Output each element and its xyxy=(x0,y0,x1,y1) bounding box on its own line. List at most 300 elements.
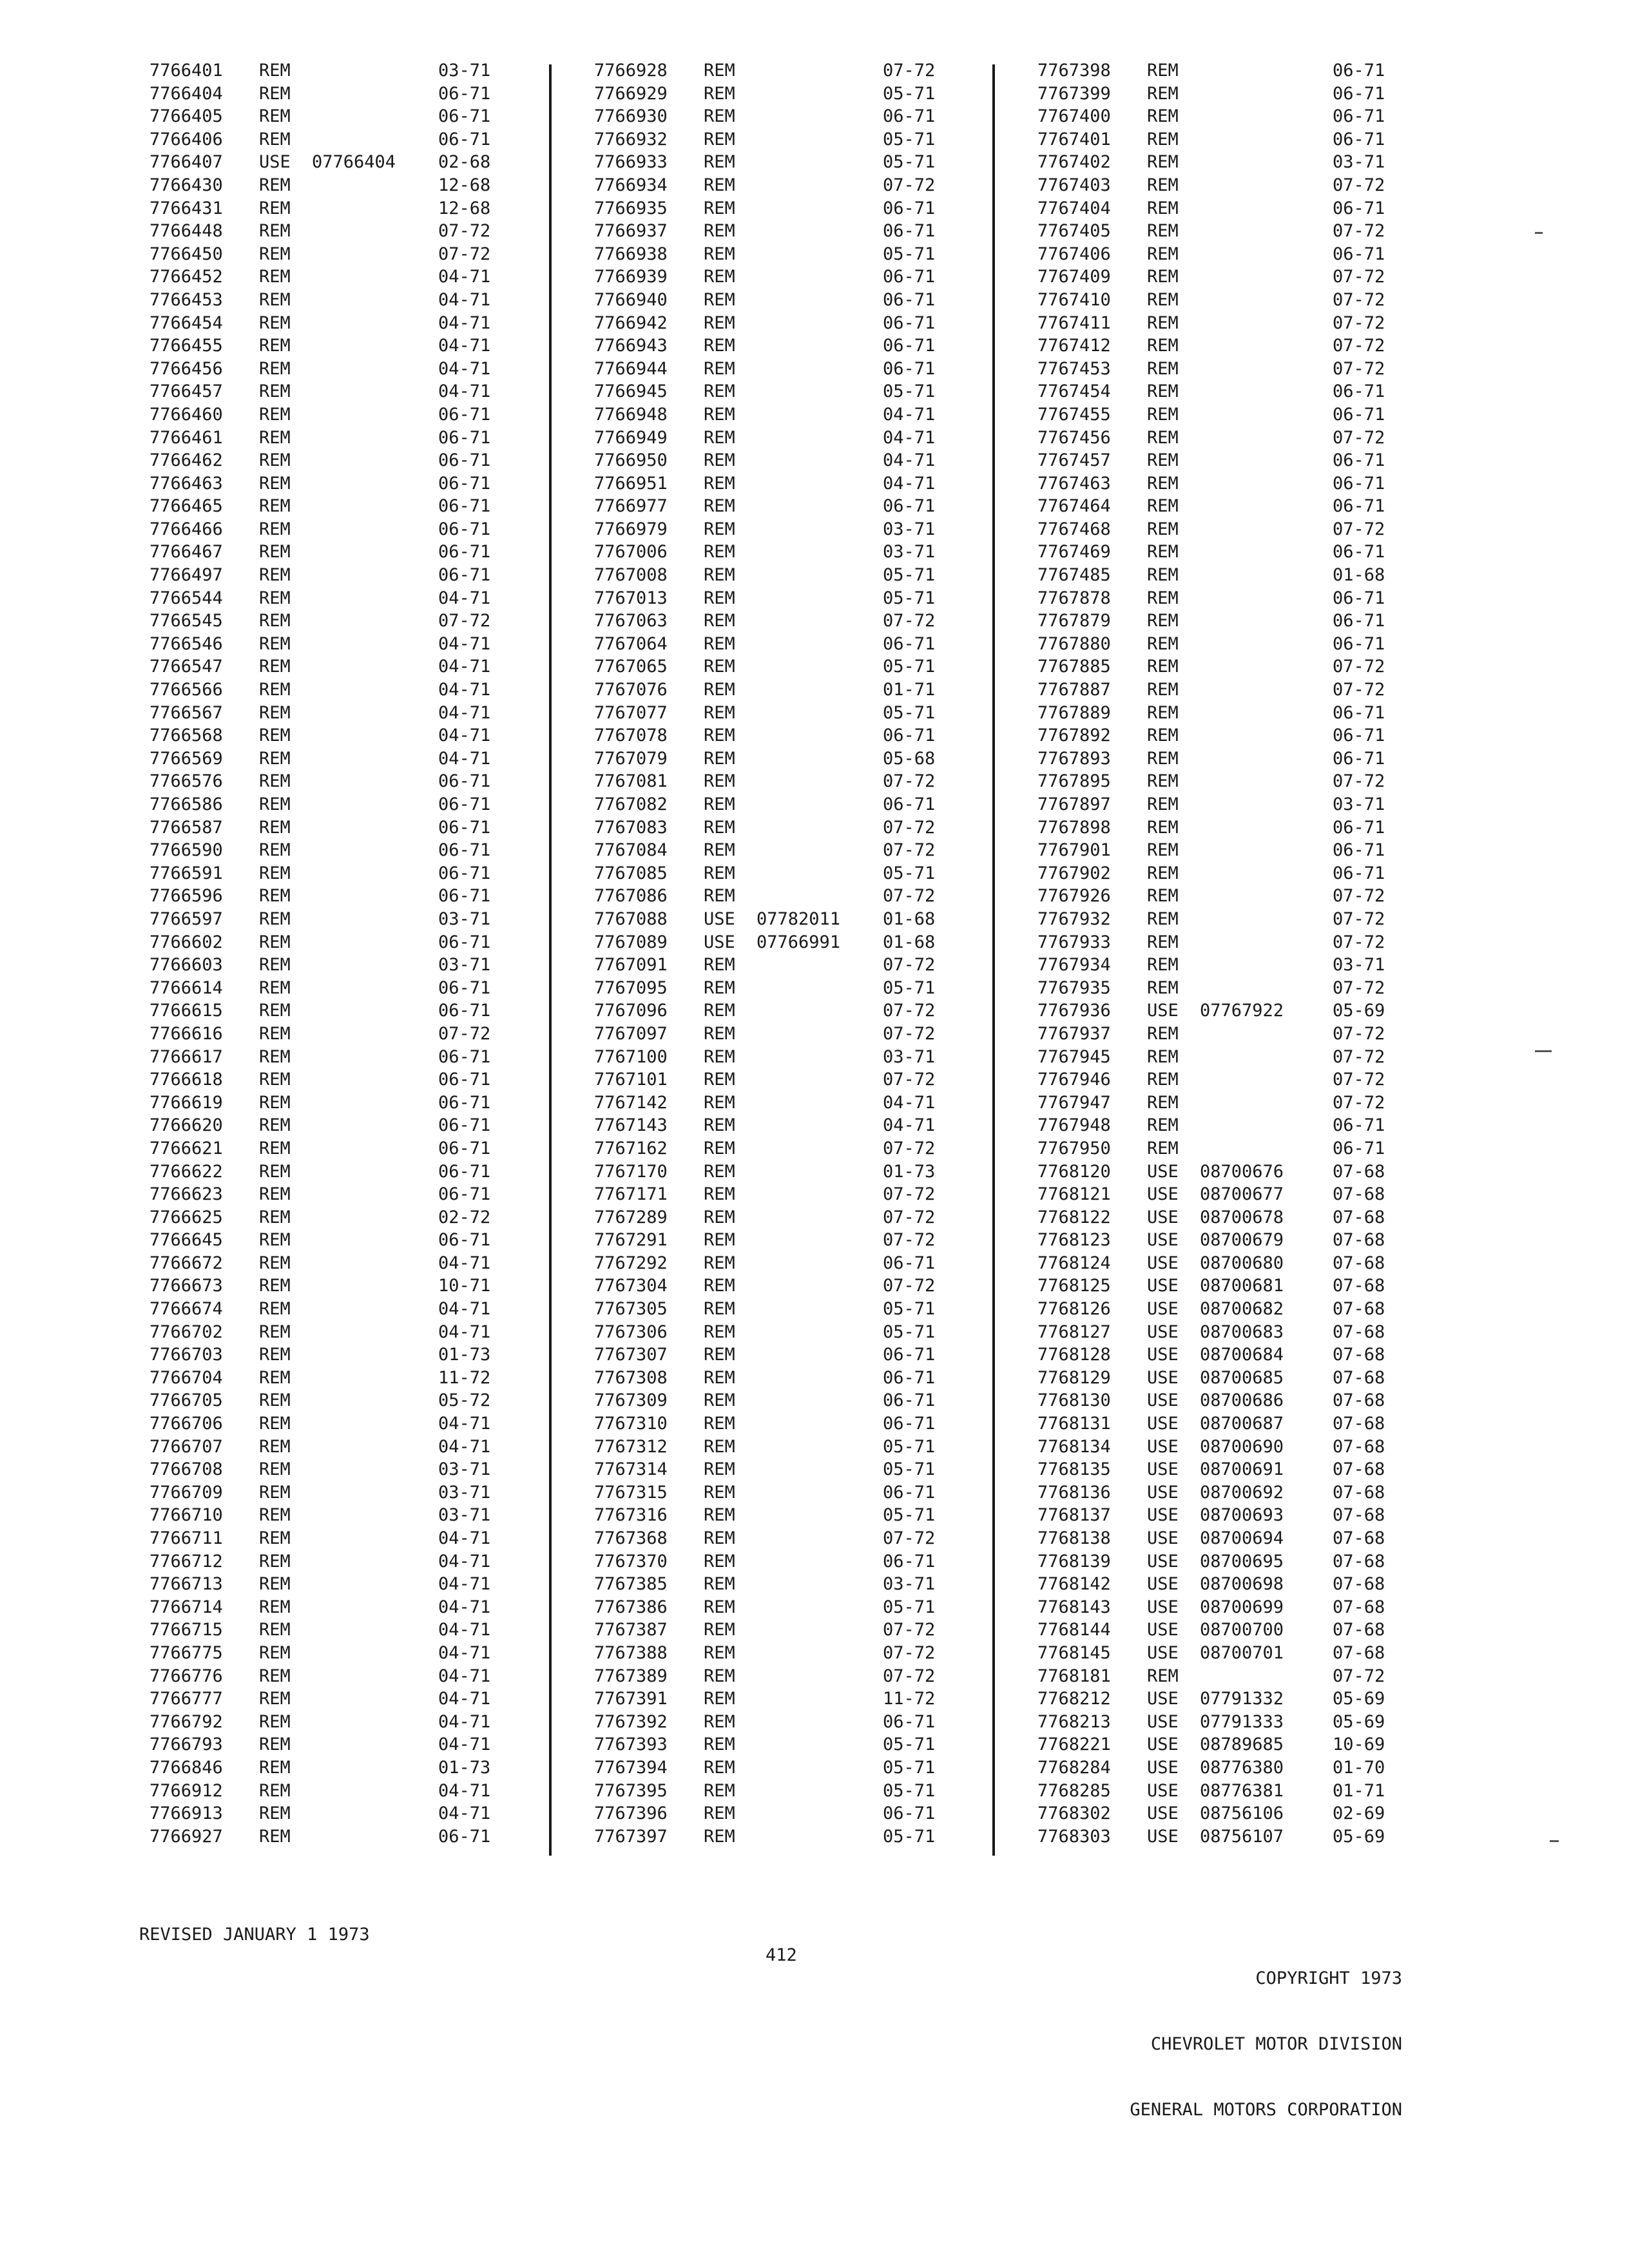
part-number: 7767393 xyxy=(594,1735,668,1755)
replacement-part-number: 08776380 xyxy=(1200,1757,1284,1778)
part-status: REM xyxy=(259,1070,291,1090)
part-status: REM xyxy=(704,381,735,402)
effective-date: 04-71 xyxy=(438,657,491,677)
part-number: 7766544 xyxy=(149,588,223,608)
part-status: REM xyxy=(1147,955,1179,975)
part-number: 7767089 xyxy=(594,932,668,952)
part-status: REM xyxy=(704,1390,735,1411)
effective-date: 04-71 xyxy=(438,1528,491,1548)
part-number: 7766463 xyxy=(149,473,223,494)
part-number: 7766927 xyxy=(149,1826,223,1847)
effective-date: 07-68 xyxy=(1333,1184,1385,1205)
effective-date: 01-71 xyxy=(1333,1780,1385,1801)
part-number: 7767879 xyxy=(1037,611,1111,631)
part-number: 7767097 xyxy=(594,1023,668,1044)
effective-date: 04-71 xyxy=(438,381,491,402)
effective-date: 07-72 xyxy=(883,61,936,81)
part-status: REM xyxy=(259,1184,291,1205)
replacement-part-number: 08700676 xyxy=(1200,1161,1284,1182)
part-status: REM xyxy=(704,1414,735,1434)
replacement-part-number: 08756106 xyxy=(1200,1803,1284,1824)
part-number: 7766457 xyxy=(149,381,223,402)
replacement-part-number: 08789685 xyxy=(1200,1735,1284,1755)
effective-date: 06-71 xyxy=(1333,817,1385,838)
replacement-part-number: 07791333 xyxy=(1200,1711,1284,1732)
part-number: 7766545 xyxy=(149,611,223,631)
effective-date: 06-71 xyxy=(883,633,936,654)
effective-date: 07-68 xyxy=(1333,1321,1385,1342)
effective-date: 06-71 xyxy=(1333,702,1385,723)
part-status: REM xyxy=(259,1001,291,1021)
part-status: REM xyxy=(259,336,291,356)
effective-date: 06-71 xyxy=(883,1345,936,1365)
part-number: 7766454 xyxy=(149,312,223,333)
part-status: USE xyxy=(1147,1574,1179,1595)
effective-date: 06-71 xyxy=(438,840,491,861)
effective-date: 07-72 xyxy=(1333,175,1385,195)
margin-mark xyxy=(1535,1050,1552,1052)
part-status: REM xyxy=(704,1597,735,1617)
part-status: REM xyxy=(704,1620,735,1640)
part-number: 7766935 xyxy=(594,198,668,218)
effective-date: 06-71 xyxy=(1333,840,1385,861)
part-number: 7766711 xyxy=(149,1528,223,1548)
replacement-part-number: 08700686 xyxy=(1200,1390,1284,1411)
part-status: REM xyxy=(1147,427,1179,448)
part-number: 7766940 xyxy=(594,289,668,310)
part-status: REM xyxy=(259,519,291,539)
part-status: REM xyxy=(259,633,291,654)
part-status: REM xyxy=(259,1482,291,1503)
copyright-corporation: GENERAL MOTORS CORPORATION xyxy=(1130,2100,1402,2120)
part-status: REM xyxy=(259,1138,291,1158)
part-status: REM xyxy=(704,404,735,425)
effective-date: 07-72 xyxy=(1333,908,1385,929)
part-number: 7767485 xyxy=(1037,565,1111,586)
part-status: REM xyxy=(704,1184,735,1205)
part-number: 7766591 xyxy=(149,863,223,883)
effective-date: 04-71 xyxy=(438,289,491,310)
part-number: 7767013 xyxy=(594,588,668,608)
part-status: REM xyxy=(704,1574,735,1595)
effective-date: 07-68 xyxy=(1333,1482,1385,1503)
effective-date: 07-72 xyxy=(883,1620,936,1640)
part-status: REM xyxy=(1147,519,1179,539)
part-status: REM xyxy=(1147,129,1179,149)
replacement-part-number: 08700700 xyxy=(1200,1620,1284,1640)
part-number: 7766977 xyxy=(594,496,668,517)
part-number: 7766846 xyxy=(149,1757,223,1778)
part-status: REM xyxy=(1147,863,1179,883)
column-divider xyxy=(549,64,552,1856)
effective-date: 04-71 xyxy=(883,1115,936,1136)
effective-date: 07-72 xyxy=(1333,1092,1385,1113)
part-status: REM xyxy=(1147,473,1179,494)
part-number: 7766708 xyxy=(149,1459,223,1480)
part-status: REM xyxy=(259,748,291,769)
part-status: REM xyxy=(259,1574,291,1595)
part-number: 7767389 xyxy=(594,1666,668,1686)
part-status: USE xyxy=(1147,1230,1179,1251)
part-number: 7766596 xyxy=(149,886,223,907)
part-status: REM xyxy=(259,794,291,814)
part-status: REM xyxy=(259,1321,291,1342)
part-status: REM xyxy=(1147,1023,1179,1044)
part-number: 7768144 xyxy=(1037,1620,1111,1640)
part-number: 7768142 xyxy=(1037,1574,1111,1595)
part-number: 7767880 xyxy=(1037,633,1111,654)
part-number: 7767307 xyxy=(594,1345,668,1365)
part-status: REM xyxy=(1147,748,1179,769)
effective-date: 07-68 xyxy=(1333,1161,1385,1182)
part-number: 7766616 xyxy=(149,1023,223,1044)
copyright-line: COPYRIGHT 1973 xyxy=(1255,1968,1402,1988)
part-status: REM xyxy=(259,1276,291,1296)
effective-date: 07-72 xyxy=(883,817,936,838)
part-number: 7767932 xyxy=(1037,908,1111,929)
part-number: 7766702 xyxy=(149,1321,223,1342)
part-number: 7766623 xyxy=(149,1184,223,1205)
part-number: 7767399 xyxy=(1037,83,1111,104)
effective-date: 01-68 xyxy=(883,932,936,952)
replacement-part-number: 08700699 xyxy=(1200,1597,1284,1617)
part-status: REM xyxy=(704,1321,735,1342)
effective-date: 04-71 xyxy=(438,680,491,700)
part-status: REM xyxy=(704,1642,735,1663)
part-number: 7767368 xyxy=(594,1528,668,1548)
part-number: 7766938 xyxy=(594,244,668,264)
part-status: REM xyxy=(259,1345,291,1365)
effective-date: 06-71 xyxy=(438,542,491,562)
effective-date: 06-71 xyxy=(883,267,936,287)
part-status: USE xyxy=(1147,1735,1179,1755)
replacement-part-number: 08700682 xyxy=(1200,1299,1284,1320)
part-number: 7767305 xyxy=(594,1299,668,1320)
part-number: 7766913 xyxy=(149,1803,223,1824)
effective-date: 05-71 xyxy=(883,83,936,104)
part-number: 7767455 xyxy=(1037,404,1111,425)
part-number: 7766405 xyxy=(149,106,223,127)
part-number: 7767385 xyxy=(594,1574,668,1595)
effective-date: 07-72 xyxy=(883,175,936,195)
part-status: REM xyxy=(704,657,735,677)
part-status: REM xyxy=(1147,289,1179,310)
part-status: REM xyxy=(704,1253,735,1273)
effective-date: 06-71 xyxy=(438,427,491,448)
part-number: 7767084 xyxy=(594,840,668,861)
part-status: REM xyxy=(704,1046,735,1067)
part-status: REM xyxy=(704,771,735,792)
part-number: 7766625 xyxy=(149,1207,223,1227)
effective-date: 04-71 xyxy=(438,1642,491,1663)
part-number: 7766467 xyxy=(149,542,223,562)
part-status: REM xyxy=(259,221,291,242)
effective-date: 07-72 xyxy=(883,886,936,907)
effective-date: 07-72 xyxy=(438,221,491,242)
part-number: 7767901 xyxy=(1037,840,1111,861)
part-status: USE xyxy=(1147,1780,1179,1801)
part-number: 7767947 xyxy=(1037,1092,1111,1113)
part-number: 7767948 xyxy=(1037,1115,1111,1136)
part-number: 7767063 xyxy=(594,611,668,631)
part-status: REM xyxy=(704,152,735,173)
part-number: 7767946 xyxy=(1037,1070,1111,1090)
part-status: REM xyxy=(704,1207,735,1227)
effective-date: 07-72 xyxy=(1333,1046,1385,1067)
part-number: 7767391 xyxy=(594,1689,668,1709)
effective-date: 06-71 xyxy=(1333,106,1385,127)
effective-date: 04-71 xyxy=(883,404,936,425)
part-status: USE xyxy=(1147,1505,1179,1526)
part-status: REM xyxy=(259,312,291,333)
part-status: REM xyxy=(704,289,735,310)
part-number: 7768284 xyxy=(1037,1757,1111,1778)
part-status: REM xyxy=(704,1803,735,1824)
part-status: REM xyxy=(1147,817,1179,838)
part-number: 7766943 xyxy=(594,336,668,356)
effective-date: 01-73 xyxy=(438,1345,491,1365)
effective-date: 02-68 xyxy=(438,152,491,173)
effective-date: 07-68 xyxy=(1333,1620,1385,1640)
effective-date: 05-71 xyxy=(883,977,936,998)
effective-date: 05-71 xyxy=(883,1299,936,1320)
part-number: 7767100 xyxy=(594,1046,668,1067)
part-status: REM xyxy=(259,1551,291,1571)
effective-date: 03-71 xyxy=(883,519,936,539)
part-number: 7767895 xyxy=(1037,771,1111,792)
effective-date: 07-72 xyxy=(883,1207,936,1227)
part-status: REM xyxy=(259,129,291,149)
effective-date: 06-71 xyxy=(438,886,491,907)
effective-date: 06-71 xyxy=(438,404,491,425)
effective-date: 07-72 xyxy=(883,1666,936,1686)
part-number: 7766622 xyxy=(149,1161,223,1182)
part-number: 7767394 xyxy=(594,1757,668,1778)
part-status: REM xyxy=(704,358,735,379)
effective-date: 06-71 xyxy=(1333,83,1385,104)
part-number: 7768126 xyxy=(1037,1299,1111,1320)
part-number: 7767410 xyxy=(1037,289,1111,310)
part-number: 7768143 xyxy=(1037,1597,1111,1617)
part-number: 7767096 xyxy=(594,1001,668,1021)
margin-mark xyxy=(1550,1840,1559,1842)
effective-date: 07-68 xyxy=(1333,1414,1385,1434)
effective-date: 06-71 xyxy=(883,106,936,127)
effective-date: 06-71 xyxy=(1333,633,1385,654)
effective-date: 05-71 xyxy=(883,1459,936,1480)
replacement-part-number: 07782011 xyxy=(757,908,841,929)
part-status: REM xyxy=(1147,175,1179,195)
replacement-part-number: 07791332 xyxy=(1200,1689,1284,1709)
part-status: REM xyxy=(704,863,735,883)
part-number: 7767388 xyxy=(594,1642,668,1663)
effective-date: 05-71 xyxy=(883,1597,936,1617)
part-status: REM xyxy=(259,427,291,448)
part-number: 7766619 xyxy=(149,1092,223,1113)
part-number: 7766590 xyxy=(149,840,223,861)
effective-date: 06-71 xyxy=(883,358,936,379)
part-number: 7767406 xyxy=(1037,244,1111,264)
part-number: 7767933 xyxy=(1037,932,1111,952)
effective-date: 06-71 xyxy=(1333,244,1385,264)
part-status: REM xyxy=(704,1666,735,1686)
effective-date: 07-72 xyxy=(1333,427,1385,448)
part-status: REM xyxy=(704,1299,735,1320)
effective-date: 06-71 xyxy=(883,1253,936,1273)
part-status: USE xyxy=(1147,1414,1179,1434)
part-status: REM xyxy=(259,1826,291,1847)
part-status: REM xyxy=(704,1115,735,1136)
part-status: REM xyxy=(704,1780,735,1801)
part-status: REM xyxy=(704,588,735,608)
effective-date: 06-71 xyxy=(883,312,936,333)
part-number: 7767411 xyxy=(1037,312,1111,333)
page-number: 412 xyxy=(766,1945,797,1965)
effective-date: 04-71 xyxy=(438,726,491,746)
part-status: REM xyxy=(1147,358,1179,379)
part-status: USE xyxy=(1147,1482,1179,1503)
part-status: REM xyxy=(704,1436,735,1457)
part-status: REM xyxy=(259,1597,291,1617)
part-number: 7766456 xyxy=(149,358,223,379)
part-number: 7768124 xyxy=(1037,1253,1111,1273)
effective-date: 06-71 xyxy=(1333,129,1385,149)
part-number: 7766586 xyxy=(149,794,223,814)
part-number: 7766431 xyxy=(149,198,223,218)
part-number: 7767078 xyxy=(594,726,668,746)
effective-date: 06-71 xyxy=(438,1046,491,1067)
part-number: 7766455 xyxy=(149,336,223,356)
part-status: REM xyxy=(259,1528,291,1548)
part-status: REM xyxy=(704,519,735,539)
part-number: 7766576 xyxy=(149,771,223,792)
part-number: 7766706 xyxy=(149,1414,223,1434)
part-status: REM xyxy=(259,702,291,723)
effective-date: 07-72 xyxy=(883,611,936,631)
part-number: 7766597 xyxy=(149,908,223,929)
part-number: 7768125 xyxy=(1037,1276,1111,1296)
part-status: USE xyxy=(1147,1436,1179,1457)
part-status: REM xyxy=(1147,450,1179,471)
part-status: REM xyxy=(259,771,291,792)
part-number: 7767404 xyxy=(1037,198,1111,218)
part-status: REM xyxy=(704,1528,735,1548)
part-number: 7767401 xyxy=(1037,129,1111,149)
part-status: REM xyxy=(704,977,735,998)
part-status: USE xyxy=(1147,1299,1179,1320)
effective-date: 11-72 xyxy=(438,1367,491,1388)
effective-date: 06-71 xyxy=(1333,450,1385,471)
replacement-part-number: 08700685 xyxy=(1200,1367,1284,1388)
part-status: USE xyxy=(1147,1459,1179,1480)
part-status: REM xyxy=(704,702,735,723)
part-status: REM xyxy=(704,198,735,218)
part-number: 7767396 xyxy=(594,1803,668,1824)
effective-date: 06-71 xyxy=(1333,1115,1385,1136)
effective-date: 05-71 xyxy=(883,1436,936,1457)
part-status: REM xyxy=(1147,565,1179,586)
part-status: REM xyxy=(1147,61,1179,81)
part-number: 7766704 xyxy=(149,1367,223,1388)
column-divider xyxy=(992,64,995,1856)
part-status: REM xyxy=(1147,1070,1179,1090)
part-number: 7767095 xyxy=(594,977,668,998)
part-number: 7767143 xyxy=(594,1115,668,1136)
effective-date: 07-72 xyxy=(883,1276,936,1296)
effective-date: 06-71 xyxy=(438,1826,491,1847)
effective-date: 07-68 xyxy=(1333,1390,1385,1411)
part-number: 7768136 xyxy=(1037,1482,1111,1503)
part-number: 7767887 xyxy=(1037,680,1111,700)
part-number: 7766566 xyxy=(149,680,223,700)
part-number: 7767312 xyxy=(594,1436,668,1457)
part-status: REM xyxy=(704,565,735,586)
part-status: REM xyxy=(704,542,735,562)
effective-date: 07-72 xyxy=(883,1230,936,1251)
part-number: 7768134 xyxy=(1037,1436,1111,1457)
part-status: REM xyxy=(1147,336,1179,356)
effective-date: 02-72 xyxy=(438,1207,491,1227)
part-number: 7766712 xyxy=(149,1551,223,1571)
part-status: REM xyxy=(1147,381,1179,402)
effective-date: 05-71 xyxy=(883,1505,936,1526)
effective-date: 04-71 xyxy=(883,450,936,471)
part-number: 7766466 xyxy=(149,519,223,539)
effective-date: 06-71 xyxy=(883,1367,936,1388)
part-status: USE xyxy=(1147,1642,1179,1663)
part-status: REM xyxy=(259,542,291,562)
part-status: REM xyxy=(1147,198,1179,218)
replacement-part-number: 08700681 xyxy=(1200,1276,1284,1296)
effective-date: 04-71 xyxy=(438,1689,491,1709)
replacement-part-number: 08776381 xyxy=(1200,1780,1284,1801)
part-number: 7767902 xyxy=(1037,863,1111,883)
part-status: USE xyxy=(1147,1757,1179,1778)
part-number: 7768212 xyxy=(1037,1689,1111,1709)
part-number: 7767469 xyxy=(1037,542,1111,562)
part-number: 7766934 xyxy=(594,175,668,195)
part-number: 7768130 xyxy=(1037,1390,1111,1411)
part-status: REM xyxy=(259,840,291,861)
part-number: 7767289 xyxy=(594,1207,668,1227)
effective-date: 07-72 xyxy=(883,1528,936,1548)
part-status: REM xyxy=(1147,588,1179,608)
part-status: REM xyxy=(259,473,291,494)
part-number: 7767935 xyxy=(1037,977,1111,998)
effective-date: 07-72 xyxy=(1333,977,1385,998)
effective-date: 06-71 xyxy=(883,1711,936,1732)
replacement-part-number: 08700677 xyxy=(1200,1184,1284,1205)
part-number: 7766452 xyxy=(149,267,223,287)
part-status: USE xyxy=(1147,1689,1179,1709)
effective-date: 07-72 xyxy=(438,611,491,631)
effective-date: 07-68 xyxy=(1333,1207,1385,1227)
effective-date: 07-68 xyxy=(1333,1528,1385,1548)
part-number: 7766939 xyxy=(594,267,668,287)
part-status: USE xyxy=(1147,1001,1179,1021)
part-number: 7766707 xyxy=(149,1436,223,1457)
effective-date: 05-71 xyxy=(883,152,936,173)
part-number: 7766615 xyxy=(149,1001,223,1021)
part-status: REM xyxy=(1147,106,1179,127)
part-status: REM xyxy=(1147,267,1179,287)
effective-date: 03-71 xyxy=(883,1574,936,1595)
effective-date: 05-72 xyxy=(438,1390,491,1411)
part-status: REM xyxy=(1147,1115,1179,1136)
part-status: REM xyxy=(259,817,291,838)
effective-date: 05-71 xyxy=(883,588,936,608)
part-status: REM xyxy=(704,1345,735,1365)
